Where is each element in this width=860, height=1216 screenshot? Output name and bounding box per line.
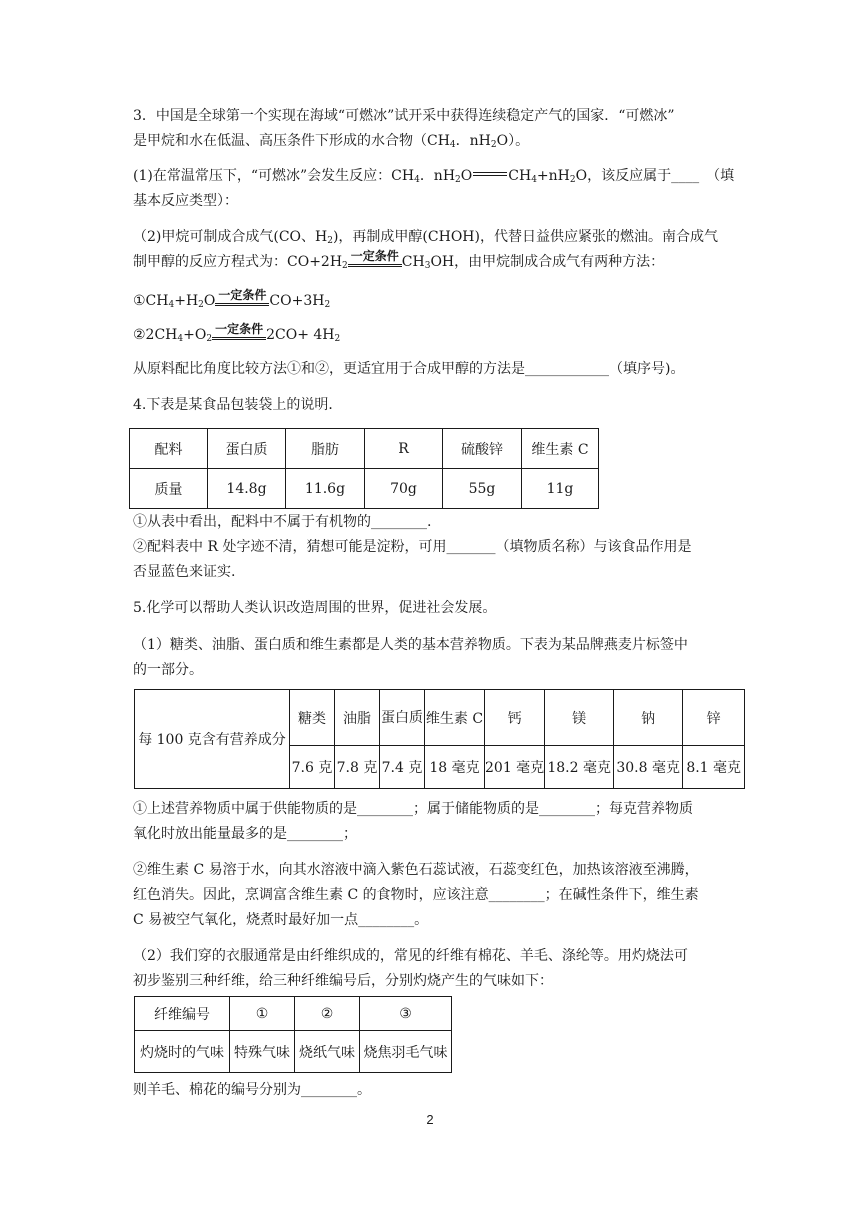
table-cell: 灼烧时的气味 bbox=[135, 1031, 230, 1073]
table-cell: 18.2 毫克 bbox=[545, 746, 614, 789]
table-cell: 30.8 毫克 bbox=[614, 746, 683, 789]
table-cell: 特殊气味 bbox=[230, 1031, 295, 1073]
q3-part2-line-1: （2)甲烷可制成合成气(CO、$H_2$)，再制成甲醇(CHOH)，代替日益供应紧张的燃油。南合成气 bbox=[133, 229, 718, 246]
table-header-cell: 配料 bbox=[130, 429, 208, 469]
q3-part1-line-2: 基本反应类型）： bbox=[133, 193, 238, 209]
q3-method-2: $②2CH_4+O_2$一定条件 $2CO+ 4H_2$ bbox=[133, 322, 341, 344]
table-header-cell: 糖类 bbox=[290, 690, 335, 746]
q5-part2-line-1: （2）我们穿的衣服通常是由纤维织成的，常见的纤维有棉花、羊毛、涤纶等。用灼烧法可 bbox=[133, 948, 688, 964]
q5-answer-1-line-1: ①上述营养物质中属于供能物质的是________；属于储能物质的是________；每克营养物质 bbox=[133, 801, 693, 817]
table-cell: 质量 bbox=[130, 469, 208, 509]
table-cell: 11.6g bbox=[286, 469, 365, 509]
q5-answer-2-line-3: C 易被空气氧化，烧煮时最好加一点________。 bbox=[133, 912, 429, 928]
q4-answer-1: ①从表中看出，配料中不属于有机物的________. bbox=[133, 514, 432, 530]
q3-part2-line-2: 制甲醇的反应方程式为：$CO+2H_2$一定条件 $CH_3OH$，由甲烷制成合成气有两种方法： bbox=[133, 249, 665, 271]
table-header-cell: ① bbox=[230, 997, 295, 1031]
table-cell: 7.6 克 bbox=[290, 746, 335, 789]
q3-compare: 从原料配比角度比较方法①和②，更适宜用于合成甲醇的方法是____________（填序号)。 bbox=[133, 361, 685, 377]
condition-arrow: 一定条件 bbox=[348, 250, 402, 262]
table-header-cell: 维生素 C bbox=[425, 690, 485, 746]
table-cell: 8.1 毫克 bbox=[683, 746, 745, 789]
q4-answer-2-line-1: ②配料表中 R 处字迹不清，猜想可能是淀粉，可用_______（填物质名称）与该食品作用是 bbox=[133, 539, 692, 555]
table-header-cell: 维生素 C bbox=[522, 429, 599, 469]
table-cell: 烧纸气味 bbox=[295, 1031, 360, 1073]
q5-answer-2-line-2: 红色消失。因此，烹调富含维生素 C 的食物时，应该注意________；在碱性条件下，维生素 bbox=[133, 887, 699, 903]
q3-part1-line-1: (1)在常温常压下，“可燃冰”会发生反应：$CH_4$．$nH_2O$ $CH_4+nH_2O$，该反应属于____ （填 bbox=[133, 168, 735, 185]
table-header-cell: 蛋白质 bbox=[380, 690, 425, 746]
table-header-cell: 钙 bbox=[485, 690, 545, 746]
q4-ingredient-table bbox=[129, 428, 599, 509]
table-header-cell: R bbox=[365, 429, 443, 469]
q5-nutrition-table bbox=[134, 689, 745, 789]
table-header-cell: 油脂 bbox=[335, 690, 380, 746]
table-cell: 55g bbox=[443, 469, 522, 509]
q3-line-2: 是甲烷和水在低温、高压条件下形成的水合物（$CH_4$．$nH_2O$）。 bbox=[133, 133, 530, 150]
table-cell: 11g bbox=[522, 469, 599, 509]
equals-sign bbox=[473, 172, 507, 176]
q3-method-1: $①CH_4+H_2O$ 一定条件 $CO+3H_2$ bbox=[133, 288, 331, 310]
table-header-cell: 锌 bbox=[683, 690, 745, 746]
table-header-cell: 脂肪 bbox=[286, 429, 365, 469]
table-header-cell: 镁 bbox=[545, 690, 614, 746]
q5-answer-2-line-1: ②维生素 C 易溶于水，向其水溶液中滴入紫色石蕊试液，石蕊变红色，加热该溶液至沸腾， bbox=[133, 862, 699, 878]
q4-title: 4.下表是某食品包装袋上的说明． bbox=[133, 397, 343, 413]
page-number: 2 bbox=[426, 1112, 434, 1127]
q4-answer-2-line-2: 否显蓝色来证实. bbox=[133, 564, 236, 580]
table-header-cell: 蛋白质 bbox=[208, 429, 286, 469]
condition-arrow: 一定条件 bbox=[212, 323, 266, 335]
table-header-cell: 硫酸锌 bbox=[443, 429, 522, 469]
table-header-cell: ② bbox=[295, 997, 360, 1031]
table-cell: 70g bbox=[365, 469, 443, 509]
table-row-label: 每 100 克含有营养成分 bbox=[135, 690, 290, 789]
condition-arrow: 一定条件 bbox=[215, 289, 269, 301]
table-header-cell: 钠 bbox=[614, 690, 683, 746]
table-cell: 烧焦羽毛气味 bbox=[360, 1031, 452, 1073]
q5-final-question: 则羊毛、棉花的编号分别为________。 bbox=[133, 1082, 371, 1098]
q5-part1-line-2: 的一部分。 bbox=[133, 662, 203, 678]
table-cell: 201 毫克 bbox=[485, 746, 545, 789]
q5-fiber-table bbox=[134, 996, 452, 1073]
table-header-cell: ③ bbox=[360, 997, 452, 1031]
q5-part1-line-1: （1）糖类、油脂、蛋白质和维生素都是人类的基本营养物质。下表为某品牌燕麦片标签中 bbox=[133, 637, 688, 653]
q5-part2-line-2: 初步鉴别三种纤维，给三种纤维编号后，分别灼烧产生的气味如下： bbox=[133, 973, 553, 989]
q5-title: 5.化学可以帮助人类认识改造周围的世界，促进社会发展。 bbox=[133, 600, 497, 616]
q5-answer-1-line-2: 氧化时放出能量最多的是________； bbox=[133, 826, 357, 842]
table-header-cell: 纤维编号 bbox=[135, 997, 230, 1031]
table-cell: 7.8 克 bbox=[335, 746, 380, 789]
q3-line-1: 3．中国是全球第一个实现在海域“可燃冰”试开采中获得连续稳定产气的国家．“可燃冰” bbox=[133, 108, 675, 124]
table-cell: 14.8g bbox=[208, 469, 286, 509]
table-cell: 18 毫克 bbox=[425, 746, 485, 789]
table-cell: 7.4 克 bbox=[380, 746, 425, 789]
